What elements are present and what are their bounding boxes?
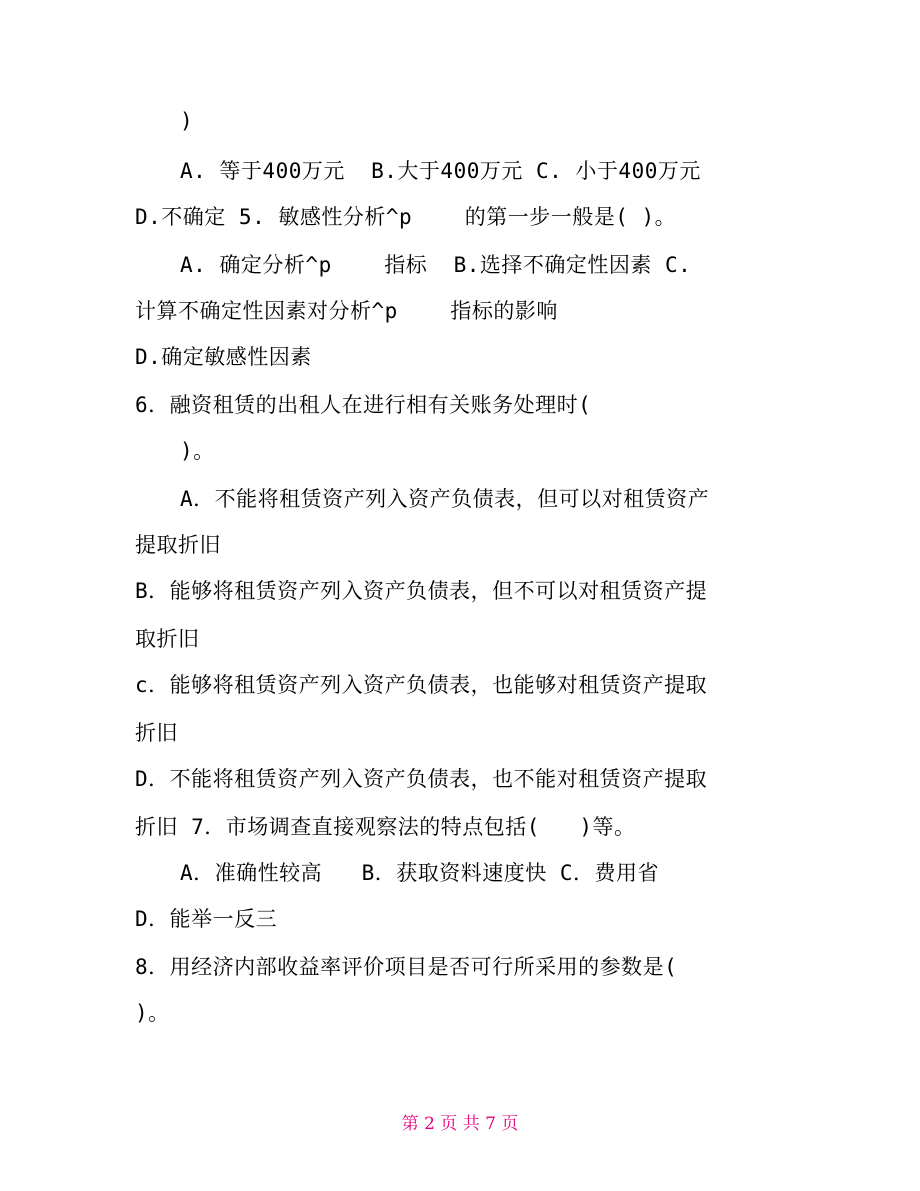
text-line: D．不能将租赁资产列入资产负债表，也不能对租赁资产提取: [135, 767, 708, 791]
text-line: 计算不确定性因素对分析^p 指标的影响: [135, 299, 558, 323]
text-line: D．能举一反三: [135, 907, 278, 931]
text-line: A. 确定分析^p 指标 B.选择不确定性因素 C.: [180, 253, 692, 277]
text-line: D.确定敏感性因素: [135, 345, 312, 369]
page-number-footer: 第 2 页 共 7 页: [401, 1114, 519, 1134]
text-line: B．能够将租赁资产列入资产负债表，但不可以对租赁资产提: [135, 579, 708, 603]
text-line: D.不确定 5. 敏感性分析^p 的第一步一般是( )。: [135, 205, 677, 229]
text-line: 8．用经济内部收益率评价项目是否可行所采用的参数是(: [135, 955, 678, 979]
text-line: )。: [180, 439, 215, 463]
text-line: )。: [135, 1001, 170, 1025]
text-line: ): [180, 109, 194, 133]
text-line: 6．融资租赁的出租人在进行相有关账务处理时(: [135, 393, 592, 417]
text-line: 折旧: [135, 721, 178, 745]
text-line: 折旧 7．市场调查直接观察法的特点包括( )等。: [135, 815, 636, 839]
text-line: c．能够将租赁资产列入资产负债表，也能够对租赁资产提取: [135, 673, 708, 697]
text-line: A．准确性较高 B．获取资料速度快 C．费用省: [180, 861, 659, 885]
text-line: 提取折旧: [135, 533, 221, 557]
text-line: A. 等于400万元 B.大于400万元 C. 小于400万元: [180, 159, 701, 183]
text-line: 取折旧: [135, 627, 200, 651]
text-line: A．不能将租赁资产列入资产负债表，但可以对租赁资产: [180, 487, 710, 511]
